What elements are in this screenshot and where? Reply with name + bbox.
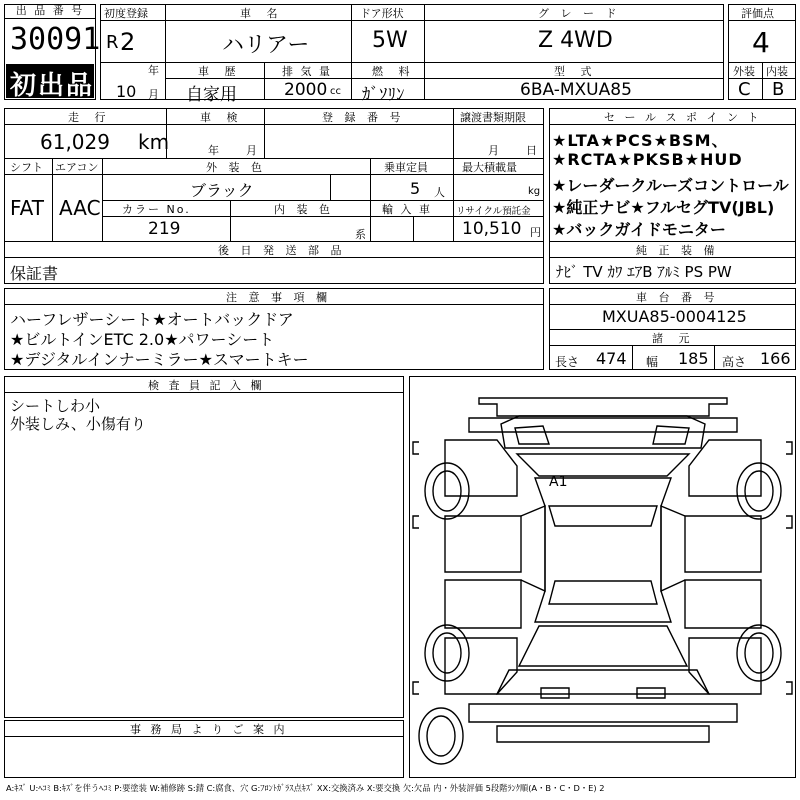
inspector-line-1: シートしわ小: [10, 397, 101, 415]
inspector-line-2: 外装しみ、小傷有り: [10, 415, 146, 433]
door-value: 5W: [372, 28, 408, 53]
equipment-value: ﾅﾋﾞ TV ｶﾜ ｴｱB ｱﾙﾐ PS PW: [556, 263, 732, 281]
sales-line-3: ★レーダークルーズコントロール: [552, 176, 789, 195]
model-label: 型 式: [554, 65, 598, 78]
width-value: 185: [678, 349, 709, 368]
name-label: 車 名: [240, 7, 284, 20]
sales-points-label: セ ー ル ス ポ イ ン ト: [604, 111, 762, 124]
score-value: 4: [752, 26, 770, 59]
mileage-value: 61,029: [40, 130, 110, 154]
capacity-value: 5: [410, 179, 421, 198]
inspector-label: 検 査 員 記 入 欄: [148, 379, 265, 392]
notes-label: 注 意 事 項 欄: [226, 291, 331, 304]
mileage-unit: km: [138, 130, 170, 154]
displacement-value: 2000: [284, 80, 328, 100]
mileage-label: 走 行: [68, 111, 112, 124]
history-label: 車 歴: [198, 65, 242, 78]
model-value: 6BA-MXUA85: [520, 80, 632, 100]
reg-era: R: [106, 32, 119, 53]
sales-line-4: ★純正ナビ★フルセグTV(JBL): [552, 198, 775, 217]
history-value: 自家用: [186, 85, 237, 105]
payload-unit: kg: [528, 186, 541, 197]
chassis-value: MXUA85-0004125: [602, 307, 747, 326]
fuel-label: 燃 料: [372, 65, 416, 78]
exterior-label: 外装: [733, 65, 755, 78]
color-no-value: 219: [148, 219, 181, 239]
door-label: ドア形状: [360, 7, 404, 20]
interior-label: 内装: [766, 65, 788, 78]
notes-line-3: ★デジタルインナーミラー★スマートキー: [10, 350, 309, 369]
damage-mark-a1: A1: [549, 474, 568, 490]
transfer-month-unit: 月: [488, 144, 499, 157]
lot-label: 出 品 番 号: [4, 4, 96, 19]
plate-label: 登 録 番 号: [322, 111, 405, 124]
import-label: 輸 入 車: [382, 203, 432, 216]
recycle-label: リサイクル預託金: [456, 206, 531, 217]
displacement-label: 排 気 量: [282, 65, 332, 78]
grade-label: グ レ ー ド: [538, 7, 621, 20]
notes-line-1: ハーフレザーシート★オートバックドア: [10, 310, 294, 329]
fuel-value: ｶﾞｿﾘﾝ: [362, 85, 405, 105]
sales-line-5: ★バックガイドモニター: [552, 220, 726, 239]
reg-year-unit: 年: [148, 64, 159, 77]
transfer-day-unit: 日: [526, 144, 537, 157]
dims-label: 諸 元: [652, 332, 696, 345]
exterior-score: C: [738, 79, 751, 100]
interior-score: B: [772, 79, 785, 100]
ext-color-label: 外 装 色: [206, 161, 266, 174]
aircon-label: エアコン: [55, 161, 99, 174]
transfer-label: 譲渡書類期限: [460, 111, 526, 124]
height-value: 166: [760, 349, 791, 368]
office-label: 事 務 局 よ り ご 案 内: [130, 723, 288, 736]
equipment-label: 純 正 装 備: [636, 244, 719, 257]
width-label: 幅: [646, 355, 659, 369]
reg-month: 10: [116, 82, 137, 101]
later-parts-label: 後 日 発 送 部 品: [218, 244, 346, 257]
inspection-label: 車 検: [200, 111, 244, 124]
recycle-unit: 円: [530, 226, 541, 239]
color-no-label: カラー No.: [122, 203, 191, 216]
notes-line-2: ★ビルトインETC 2.0★パワーシート: [10, 330, 275, 349]
score-label: 評価点: [741, 7, 774, 20]
capacity-unit: 人: [434, 186, 445, 199]
int-color-label: 内 装 色: [274, 203, 334, 216]
reg-label: 初度登録: [104, 7, 148, 20]
footer-legend: A:ｷｽﾞ U:ﾍｺﾐ B:ｷｽﾞを伴うﾍｺﾐ P:要塗装 W:補修跡 S:錆 C:腐食、穴 G:ﾌﾛﾝﾄｶﾞﾗｽ点ｷｽﾞ XX:交換済み X:要交換 欠:欠品 内・外装評価 5段階ﾗﾝｸ順(A・B・C・D・E) 2: [6, 783, 605, 793]
shift-value: FAT: [10, 196, 45, 220]
first-listing-label: 初出品: [10, 71, 95, 101]
inspection-month-unit: 月: [246, 144, 257, 157]
inspection-year-unit: 年: [208, 144, 219, 157]
ext-color-value: ブラック: [190, 181, 254, 200]
aircon-value: AAC: [59, 196, 101, 220]
lot-number: 30091: [10, 22, 101, 57]
shift-label: シフト: [10, 161, 43, 174]
int-color-unit: 系: [355, 228, 366, 241]
grade-value: Z 4WD: [538, 28, 613, 53]
recycle-value: 10,510: [462, 219, 522, 239]
reg-month-unit: 月: [148, 88, 159, 101]
height-label: 高さ: [722, 355, 747, 369]
name-value: ハリアー: [222, 33, 310, 58]
sales-line-2: ★RCTA★PKSB★HUD: [552, 150, 743, 169]
chassis-label: 車 台 番 号: [636, 291, 719, 304]
length-label: 長さ: [555, 355, 580, 369]
capacity-label: 乗車定員: [384, 161, 428, 174]
car-diagram: [409, 376, 796, 778]
length-value: 474: [596, 349, 627, 368]
sales-line-1: ★LTA★PCS★BSM、: [552, 131, 729, 150]
later-parts-value: 保証書: [10, 264, 59, 283]
reg-year: 2: [120, 28, 136, 56]
payload-label: 最大積載量: [462, 161, 517, 174]
displacement-unit: cc: [330, 86, 341, 97]
